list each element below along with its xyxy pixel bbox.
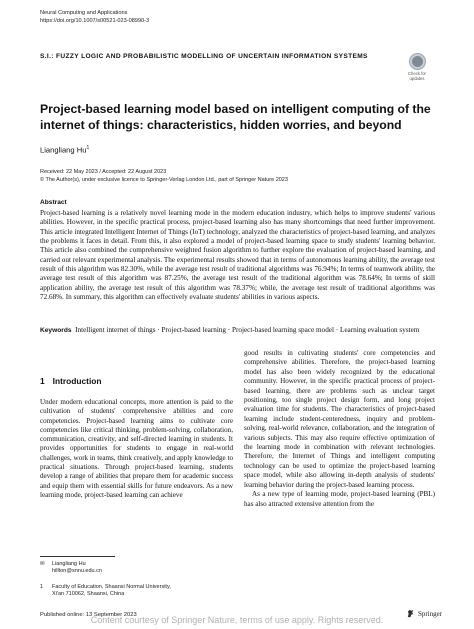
badge-text: Check for updates <box>408 71 426 81</box>
intro-paragraph: good results in cultivating students' core competencies and comprehensive abilities. Therefore, the project-based learning model has also been widely recognized by the educational community. However, in the specific practical process of project-based learning, there are problems such as unclear target positioning, too single project design form, and long project evaluation time for students. The characteristics of project-based learning include student-centeredness, inquiry and problem-solving, real-world relevance, collaboration, and the integration of various subjects. This may also require effective optimization of the learning mode in combination with relevant technologies. Therefore, the Internet of Things and intelligent computing technology can be used to optimize the project-based learning space model, while also allowing in-depth analysis of students' learning behavior during the project-based learning process. <box>244 349 435 489</box>
courtesy-watermark: Content courtesy of Springer Nature, terms of use apply. Rights reserved. <box>90 615 384 625</box>
correspondence-name: Liangliang Hu <box>52 561 86 567</box>
affiliation-marker: 1 <box>40 584 44 590</box>
correspondence-email[interactable]: hillton@snnu.edu.cn <box>52 568 102 574</box>
intro-paragraph: As a new type of learning mode, project-based learning (PBL) has also attracted extensive attention from the <box>244 490 435 508</box>
section-heading <box>40 376 102 386</box>
journal-doi-link[interactable]: https://doi.org/10.1007/s00521-023-08990-3 <box>40 18 150 24</box>
abstract-heading: Abstract <box>40 199 67 206</box>
publisher-name: Springer <box>418 609 443 618</box>
section-title: Introduction <box>52 376 102 386</box>
intro-left-column: Under modern educational concepts, more attention is paid to the cultivation of students' comprehensive abilities and core competencies. Project-based learning aims to cultivate core competencies like critical thinking, problem-solving, collaboration, communication, creativity, and self-directed learning in students. It provides opportunities for students to engage in real-world challenges, work in teams, think creatively, and apply knowledge to practical situations. Through project-based learning, students develop a range of abilities that prepare them for academic success and equip them with essential skills for future endeavors. As a new learning mode, project-based learning can achieve <box>40 398 233 499</box>
author-name[interactable]: Liangliang Hu <box>40 145 87 155</box>
journal-header <box>40 9 149 25</box>
author-line[interactable] <box>40 145 89 155</box>
intro-right-column <box>244 349 435 509</box>
author-affiliation-marker: 1 <box>86 145 90 151</box>
section-number: 1 <box>40 376 45 386</box>
copyright-line: © The Author(s), under exclusive licence to Springer-Verlag London Ltd., part of Springer Nature 2023 <box>40 177 288 183</box>
check-for-updates-badge[interactable] <box>400 54 434 81</box>
affiliation-line2: Xi'an 710062, Shaanxi, China <box>52 591 125 597</box>
check-for-updates-icon <box>410 54 425 69</box>
affiliation-line1: Faculty of Education, Shaanxi Normal University, <box>52 584 171 590</box>
keywords <box>40 326 435 335</box>
envelope-icon: ✉ <box>40 561 45 567</box>
keywords-label: Keywords <box>40 327 72 334</box>
published-date: Published online: 13 September 2023 <box>40 612 137 618</box>
article-title: Project-based learning model based on intelligent computing of the internet of things: characteristics, hidden worries, and beyond <box>40 102 431 132</box>
journal-name: Neural Computing and Applications <box>40 10 128 16</box>
correspondence-note <box>40 561 102 575</box>
abstract-text: Project-based learning is a relatively novel learning mode in the modern education industry, which helps to improve students' various abilities. However, in the specific practical process, project-based learning also has many shortcomings that need further improvement. This article integrated Intelligent Internet of Things (IoT) technology, analyzed the characteristics of project-based learning, and analyzes the problems it faces in detail. From this, it also explored a model of project-based learning space to study students' learning behavior. This article also combined the comprehensive weighted fusion algorithm to further explore the evaluation of project-based learning, and carried out relevant experimental analysis. The experimental results showed that in terms of autonomous learning ability, the average test result of this algorithm was 82.30%, while the average test result of traditional algorithms was 76.94%; In terms of teamwork ability, the average test result of this algorithm was 87.25%, the average test result of the traditional algorithm was 78.64%; In terms of skill application ability, the average test result of this algorithm was 78.37%; while, the average test result of traditional algorithms was 72.68%. In summary, this algorithm can effectively evaluate students' abilities in various aspects. <box>40 209 435 302</box>
keywords-list: Intelligent internet of things · Project-based learning · Project-based learning space model · Learning evaluation system <box>75 326 420 334</box>
special-issue-label: S.I.: FUZZY LOGIC AND PROBABILISTIC MODELLING OF UNCERTAIN INFORMATION SYSTEMS <box>40 53 368 60</box>
article-dates <box>40 168 288 184</box>
footnote-divider <box>40 556 115 557</box>
affiliation-note <box>40 584 171 598</box>
received-accepted: Received: 22 May 2023 / Accepted: 22 August 2023 <box>40 169 167 175</box>
